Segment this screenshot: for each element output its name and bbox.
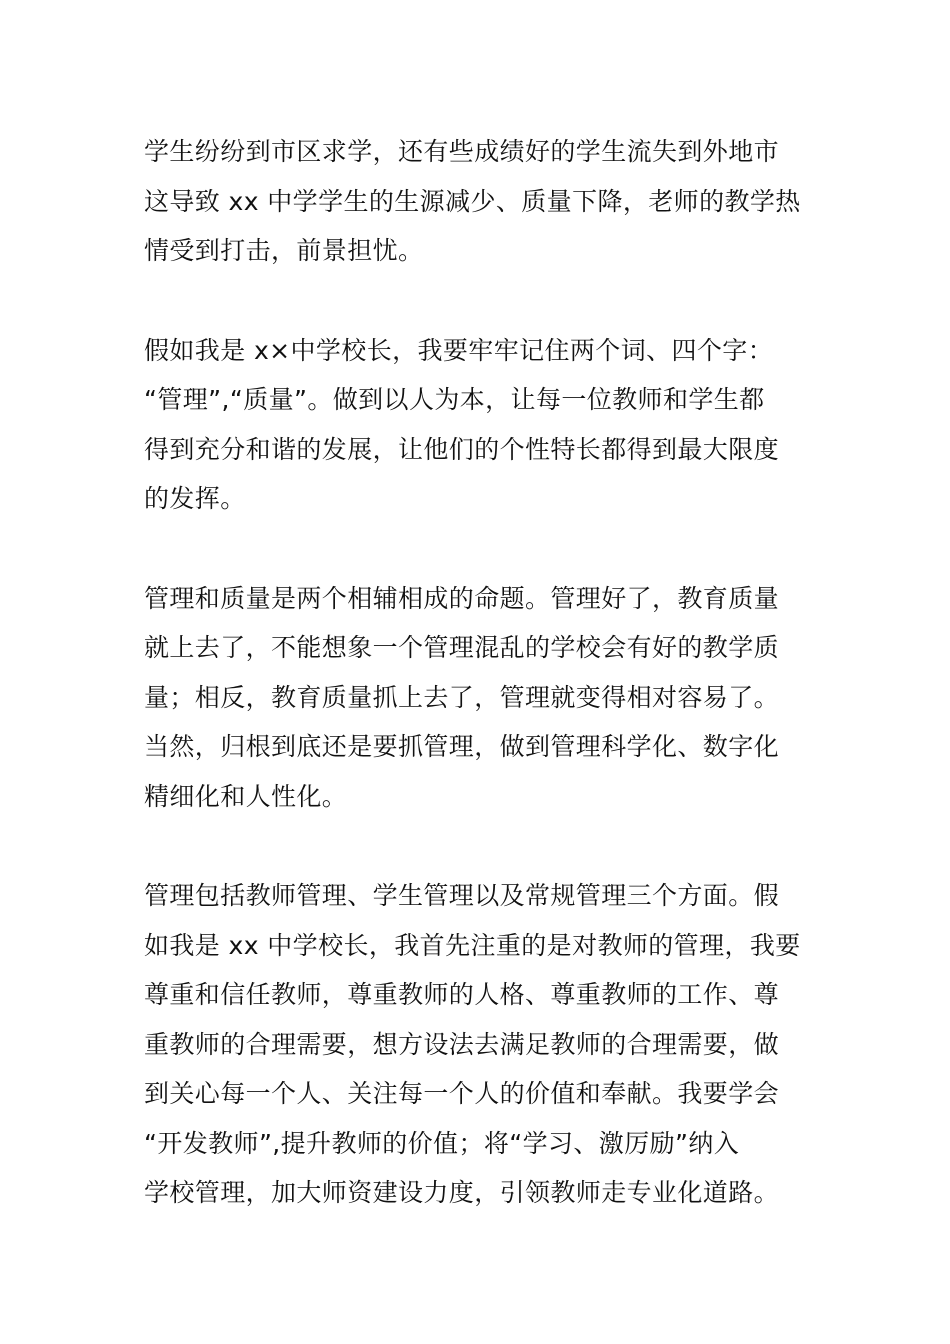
paragraph-4 (144, 871, 810, 1218)
text-line: 当然，归根到底还是要抓管理，做到管理科学化、数字化 (144, 732, 780, 761)
text-line: 重教师的合理需要，想方设法去满足教师的合理需要，做 (144, 1029, 780, 1059)
text-line: 尊重和信任教师，尊重教师的人格、尊重教师的工作、尊 (144, 980, 780, 1009)
paragraph-1 (144, 127, 810, 276)
text-line: 学生纷纷到市区求学，还有些成绩好的学生流失到外地市 (144, 137, 780, 166)
text-line: 量；相反，教育质量抓上去了，管理就变得相对容易了。 (144, 682, 780, 712)
text-line: “开发教师”,提升教师的价值；将“学习、激厉励”纳入 (144, 1128, 740, 1158)
text-line: 得到充分和谐的发展，让他们的个性特长都得到最大限度 (144, 434, 780, 464)
text-line: 情受到打击，前景担忧。 (144, 236, 424, 265)
text-line: 假如我是 x×中学校长，我要牢牢记住两个词、四个字： (144, 335, 774, 365)
text-line: 到关心每一个人、关注每一个人的价值和奉献。我要学会 (144, 1079, 780, 1108)
text-line: 就上去了，不能想象一个管理混乱的学校会有好的教学质 (144, 633, 780, 662)
text-line: 精细化和人性化。 (144, 781, 348, 811)
text-line: 的发挥。 (144, 484, 246, 513)
text-line: “管理”,“质量”。做到以人为本，让每一位教师和学生都 (144, 385, 765, 414)
document-body (144, 127, 810, 1268)
text-line: 管理包括教师管理、学生管理以及常规管理三个方面。假 (144, 881, 780, 910)
paragraph-2 (144, 326, 810, 524)
text-line: 这导致 xx 中学学生的生源减少、质量下降，老师的教学热 (144, 186, 801, 216)
text-line: 学校管理，加大师资建设力度，引领教师走专业化道路。 (144, 1178, 780, 1207)
text-line: 管理和质量是两个相辅相成的命题。管理好了，教育质量 (144, 583, 780, 613)
text-line: 如我是 xx 中学校长，我首先注重的是对教师的管理，我要 (144, 930, 801, 960)
paragraph-3 (144, 574, 810, 822)
